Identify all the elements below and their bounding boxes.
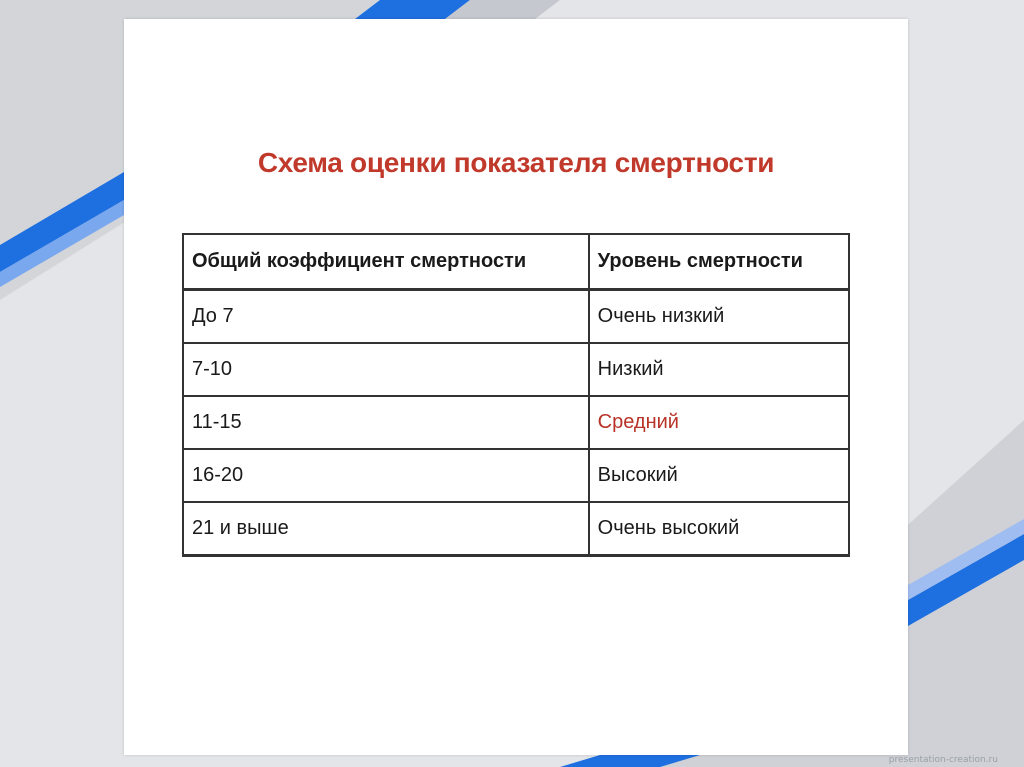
cell-level: Очень высокий bbox=[589, 502, 849, 556]
cell-coefficient: 11-15 bbox=[183, 396, 589, 449]
table-row bbox=[183, 396, 849, 449]
table-header-row bbox=[183, 234, 849, 290]
table-row bbox=[183, 290, 849, 344]
cell-level: Низкий bbox=[589, 343, 849, 396]
slide bbox=[124, 19, 908, 755]
header-level: Уровень смертности bbox=[589, 234, 849, 290]
header-coefficient: Общий коэффициент смертности bbox=[183, 234, 589, 290]
slide-title: Схема оценки показателя смертности bbox=[257, 147, 775, 178]
cell-level: Очень низкий bbox=[589, 290, 849, 344]
table-row bbox=[183, 449, 849, 502]
mortality-table bbox=[182, 233, 850, 557]
watermark-text: presentation-creation.ru bbox=[888, 755, 998, 765]
cell-coefficient: 16-20 bbox=[183, 449, 589, 502]
table-row bbox=[183, 343, 849, 396]
table-row bbox=[183, 502, 849, 556]
cell-level: Высокий bbox=[589, 449, 849, 502]
cell-level-highlighted: Средний bbox=[589, 396, 849, 449]
cell-coefficient: 21 и выше bbox=[183, 502, 589, 556]
cell-coefficient: До 7 bbox=[183, 290, 589, 344]
cell-coefficient: 7-10 bbox=[183, 343, 589, 396]
